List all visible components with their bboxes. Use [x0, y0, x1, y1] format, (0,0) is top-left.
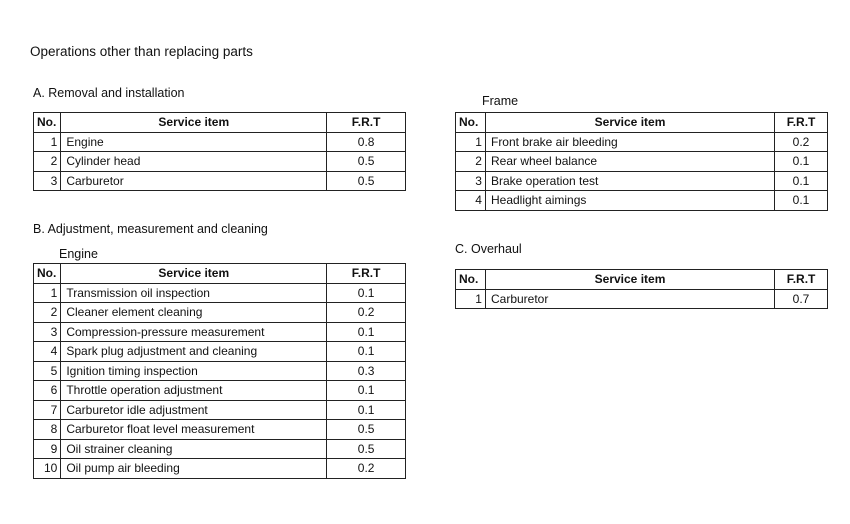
service-item-cell: Carburetor: [61, 171, 327, 191]
table-header-row: [34, 113, 406, 133]
column-header-service-item: Service item: [485, 270, 774, 290]
frt-value-cell: 0.8: [327, 132, 406, 152]
overhaul-table: [455, 269, 828, 309]
frt-value-cell: 0.1: [775, 171, 828, 191]
table-row: [34, 439, 406, 459]
table-row: [34, 283, 406, 303]
table-row: [34, 361, 406, 381]
row-number-cell: 4: [456, 191, 486, 211]
frt-value-cell: 0.7: [775, 289, 828, 309]
row-number-cell: 4: [34, 342, 61, 362]
service-item-cell: Brake operation test: [485, 171, 774, 191]
section-a-heading: A. Removal and installation: [33, 86, 185, 100]
frt-value-cell: 0.1: [775, 191, 828, 211]
table-row: [34, 342, 406, 362]
row-number-cell: 10: [34, 459, 61, 479]
row-number-cell: 5: [34, 361, 61, 381]
frt-value-cell: 0.5: [327, 439, 406, 459]
table-header-row: [34, 264, 406, 284]
table-row: [34, 381, 406, 401]
table-row: [456, 132, 828, 152]
service-item-cell: Oil pump air bleeding: [61, 459, 327, 479]
frt-value-cell: 0.3: [327, 361, 406, 381]
removal-installation-table: [33, 112, 406, 191]
service-item-cell: Cylinder head: [61, 152, 327, 172]
service-item-cell: Engine: [61, 132, 327, 152]
row-number-cell: 3: [34, 322, 61, 342]
row-number-cell: 7: [34, 400, 61, 420]
service-item-cell: Oil strainer cleaning: [61, 439, 327, 459]
frt-value-cell: 0.1: [327, 381, 406, 401]
service-item-cell: Rear wheel balance: [485, 152, 774, 172]
column-header-service-item: Service item: [61, 113, 327, 133]
frt-value-cell: 0.5: [327, 152, 406, 172]
service-item-cell: Spark plug adjustment and cleaning: [61, 342, 327, 362]
column-header-service-item: Service item: [485, 113, 774, 133]
service-item-cell: Ignition timing inspection: [61, 361, 327, 381]
engine-label: Engine: [59, 247, 98, 261]
column-header-frt: F.R.T: [327, 113, 406, 133]
row-number-cell: 2: [456, 152, 486, 172]
table-row: [456, 289, 828, 309]
column-header-no: No.: [34, 113, 61, 133]
row-number-cell: 8: [34, 420, 61, 440]
adjustment-table: [33, 263, 406, 479]
column-header-service-item: Service item: [61, 264, 327, 284]
row-number-cell: 2: [34, 303, 61, 323]
row-number-cell: 3: [34, 171, 61, 191]
service-item-cell: Carburetor idle adjustment: [61, 400, 327, 420]
frt-value-cell: 0.2: [327, 303, 406, 323]
column-header-frt: F.R.T: [775, 113, 828, 133]
frt-value-cell: 0.1: [327, 400, 406, 420]
service-item-cell: Compression-pressure measurement: [61, 322, 327, 342]
table-row: [34, 420, 406, 440]
table-row: [34, 171, 406, 191]
service-item-cell: Transmission oil inspection: [61, 283, 327, 303]
service-item-cell: Headlight aimings: [485, 191, 774, 211]
service-item-cell: Cleaner element cleaning: [61, 303, 327, 323]
service-item-cell: Carburetor float level measurement: [61, 420, 327, 440]
frt-value-cell: 0.1: [775, 152, 828, 172]
column-header-no: No.: [456, 113, 486, 133]
column-header-no: No.: [34, 264, 61, 284]
row-number-cell: 1: [456, 132, 486, 152]
section-c-heading: C. Overhaul: [455, 242, 522, 256]
table-row: [34, 322, 406, 342]
page-title: Operations other than replacing parts: [30, 44, 253, 59]
table-row: [456, 191, 828, 211]
row-number-cell: 2: [34, 152, 61, 172]
column-header-frt: F.R.T: [327, 264, 406, 284]
table-row: [34, 152, 406, 172]
table-row: [34, 303, 406, 323]
table-row: [456, 171, 828, 191]
table-header-row: [456, 113, 828, 133]
frame-table: [455, 112, 828, 211]
frt-value-cell: 0.1: [327, 283, 406, 303]
service-item-cell: Front brake air bleeding: [485, 132, 774, 152]
frt-value-cell: 0.1: [327, 342, 406, 362]
frt-value-cell: 0.1: [327, 322, 406, 342]
table-header-row: [456, 270, 828, 290]
table-row: [456, 152, 828, 172]
section-b-heading: B. Adjustment, measurement and cleaning: [33, 222, 268, 236]
row-number-cell: 1: [34, 283, 61, 303]
row-number-cell: 6: [34, 381, 61, 401]
row-number-cell: 9: [34, 439, 61, 459]
column-header-frt: F.R.T: [775, 270, 828, 290]
service-item-cell: Throttle operation adjustment: [61, 381, 327, 401]
frt-value-cell: 0.2: [775, 132, 828, 152]
column-header-no: No.: [456, 270, 486, 290]
frt-value-cell: 0.5: [327, 420, 406, 440]
frame-label: Frame: [482, 94, 519, 108]
table-row: [34, 459, 406, 479]
table-row: [34, 400, 406, 420]
row-number-cell: 3: [456, 171, 486, 191]
frt-value-cell: 0.2: [327, 459, 406, 479]
service-item-cell: Carburetor: [485, 289, 774, 309]
frt-value-cell: 0.5: [327, 171, 406, 191]
table-row: [34, 132, 406, 152]
row-number-cell: 1: [456, 289, 486, 309]
row-number-cell: 1: [34, 132, 61, 152]
